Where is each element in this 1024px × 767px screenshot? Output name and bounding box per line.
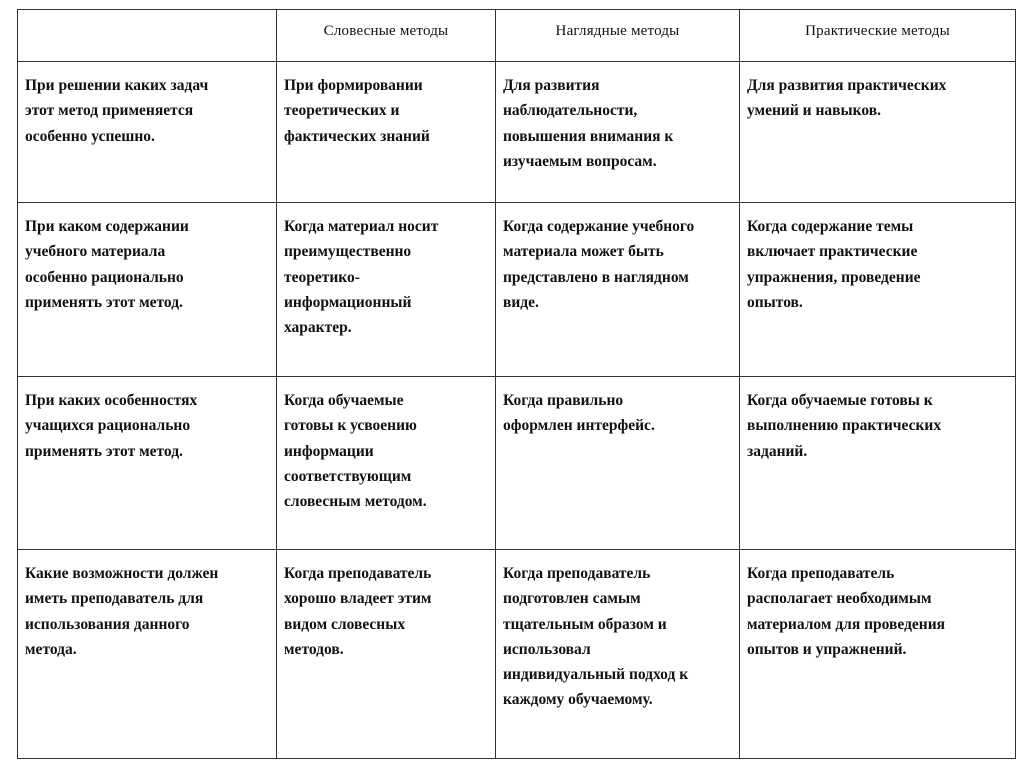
practical-text: Когда обучаемые готовы к выполнению практических заданий.: [747, 392, 942, 460]
table-row: [18, 550, 1016, 759]
verbal-text: Когда материал носит преимущественно теоретико- информационный характер.: [284, 218, 439, 337]
methods-comparison-table: [17, 9, 1016, 759]
practical-cell: [740, 203, 1016, 377]
table-row: [18, 377, 1016, 550]
visual-cell: [496, 377, 740, 550]
visual-text: Когда преподаватель подготовлен самым тщательным образом и использовал индивидуальный подход к каждому обучаемому.: [503, 565, 689, 709]
question-text: При каком содержании учебного материала особенно рационально применять этот метод.: [25, 218, 189, 311]
practical-text: Когда содержание темы включает практические упражнения, проведение опытов.: [747, 218, 921, 311]
practical-cell: [740, 377, 1016, 550]
question-text: При решении каких задач этот метод применяется особенно успешно.: [25, 77, 209, 145]
practical-cell: [740, 62, 1016, 203]
verbal-text: При формировании теоретических и фактических знаний: [284, 77, 430, 145]
table-row: [18, 203, 1016, 377]
table-row: [18, 62, 1016, 203]
header-empty-cell: [18, 10, 277, 62]
verbal-cell: [277, 550, 496, 759]
question-cell: [18, 203, 277, 377]
verbal-cell: [277, 377, 496, 550]
visual-cell: [496, 550, 740, 759]
practical-text: Для развития практических умений и навыков.: [747, 77, 947, 120]
question-cell: [18, 377, 277, 550]
verbal-cell: [277, 62, 496, 203]
visual-cell: [496, 62, 740, 203]
verbal-cell: [277, 203, 496, 377]
verbal-text: Когда преподаватель хорошо владеет этим видом словесных методов.: [284, 565, 432, 658]
question-cell: [18, 550, 277, 759]
question-cell: [18, 62, 277, 203]
header-visual-methods: Наглядные методы: [496, 10, 740, 62]
visual-cell: [496, 203, 740, 377]
verbal-text: Когда обучаемые готовы к усвоению информации соответствующим словесным методом.: [284, 392, 427, 511]
header-verbal-methods: Словесные методы: [277, 10, 496, 62]
visual-text: Когда содержание учебного материала может быть представлено в наглядном виде.: [503, 218, 695, 311]
visual-text: Когда правильно оформлен интерфейс.: [503, 392, 655, 435]
header-practical-methods: Практические методы: [740, 10, 1016, 62]
question-text: При каких особенностях учащихся рационально применять этот метод.: [25, 392, 198, 460]
practical-text: Когда преподаватель располагает необходимым материалом для проведения опытов и упражнений.: [747, 565, 946, 658]
table-header-row: [18, 10, 1016, 62]
question-text: Какие возможности должен иметь преподаватель для использования данного метода.: [25, 565, 219, 658]
practical-cell: [740, 550, 1016, 759]
visual-text: Для развития наблюдательности, повышения внимания к изучаемым вопросам.: [503, 77, 674, 170]
